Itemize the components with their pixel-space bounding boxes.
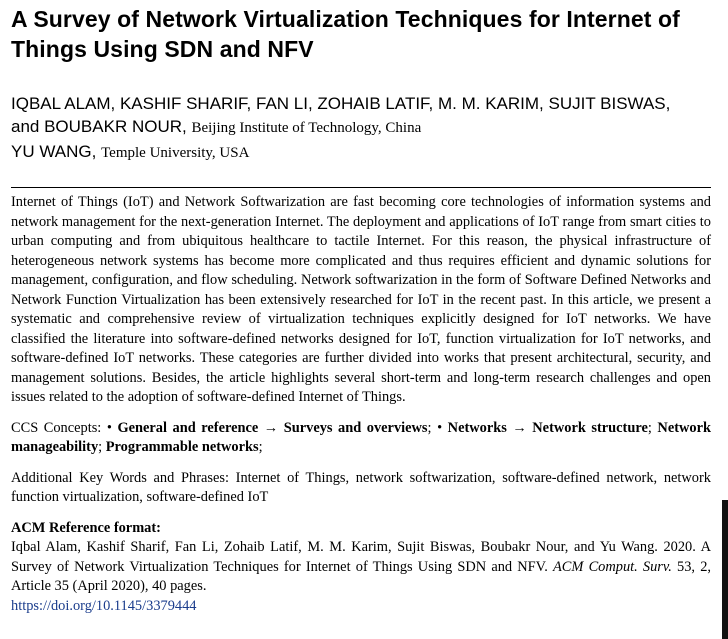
author-block [11,92,711,165]
reference-text [11,538,711,597]
header-rule [11,187,711,188]
ccs-bullet-2: • [437,419,443,436]
reference-main: Iqbal Alam, Kashif Sharif, Fan Li, Zohaib Latif, M. M. Karim, Sujit Biswas, Boubakr Nour, and Yu Wang. 2020. A Survey of Network Virtualization Techniques for Internet of Things Using SDN and NFV. [11,539,711,575]
reference-details: 53, 2, Article 35 (April 2020), 40 pages. [11,558,711,594]
doi-link[interactable]: https://doi.org/10.1145/3379444 [11,597,197,614]
ccs-concepts [11,419,711,458]
paper-title: A Survey of Network Virtualization Techniques for Internet of Things Using SDN and NFV [11,6,680,62]
paper-first-page [11,0,711,616]
ccs-concept-2: Networks → Network structure [447,419,648,436]
author-names-1: IQBAL ALAM, KASHIF SHARIF, FAN LI, ZOHAIB LATIF, M. M. KARIM, SUJIT BISWAS, [11,94,671,113]
author-line-3 [11,140,711,165]
affiliation-temple: Temple University, USA [101,145,250,161]
ccs-sep-2: ; [647,419,652,436]
reference-heading: ACM Reference format: [11,519,161,536]
author-names-3: YU WANG, [11,142,97,161]
reference-journal: ACM Comput. Surv. [553,558,672,575]
affiliation-bit: Beijing Institute of Technology, China [191,120,422,136]
author-names-2: and BOUBAKR NOUR, [11,117,187,136]
margin-bar [722,500,728,639]
ccs-label: CCS Concepts: [11,419,102,436]
keywords: Additional Key Words and Phrases: Internet of Things, network softwarization, software-defined network, network function virtualization, software-defined IoT [11,469,711,505]
ccs-concept-4: Programmable networks [105,439,259,455]
author-line-2 [11,115,711,140]
ccs-bullet-1: • [106,419,112,436]
ccs-sep-4: ; [258,439,263,455]
author-line-1 [11,92,711,115]
abstract: Internet of Things (IoT) and Network Softwarization are fast becoming core technologies of information systems and network management for the next-generation Internet. The deployment and applications of IoT range from smart cities to urban computing and from ubiquitous healthcare to tactile Internet. For this reason, the physical infrastructure of heterogeneous network systems has become more complicated and thus requires efficient and dynamic solutions for management, configuration, and flow scheduling. Network softwarization in the form of Software Defined Networks and Network Function Virtualization has been extensively researched for IoT in the recent past. In this article, we present a systematic and comprehensive review of virtualization techniques explicitly designed for IoT networks. We have classified the literature into software-defined networks designed for IoT, function virtualization for IoT networks, and software-defined IoT networks. These categories are further divided into works that present architectural, security, and management solutions. Besides, the article highlights several short-term and long-term research challenges and open issues related to the adoption of software-defined Internet of Things. [11,194,711,405]
ccs-concept-1: General and reference → Surveys and overviews [117,419,428,436]
ccs-concept-3: Network manageability [11,419,711,455]
ccs-sep-1: ; [427,419,432,436]
ccs-sep-3: ; [98,439,103,455]
